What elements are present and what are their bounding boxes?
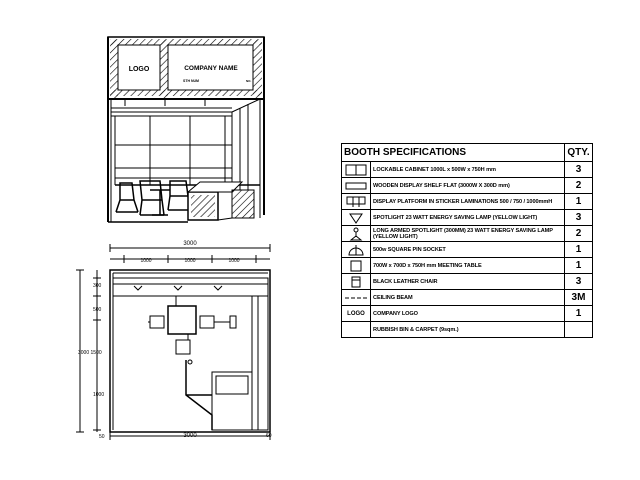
qty-header: QTY. bbox=[565, 144, 593, 162]
row-qty: 2 bbox=[565, 178, 593, 194]
counter-side bbox=[232, 190, 254, 218]
table-row bbox=[342, 210, 593, 226]
cabinet-icon bbox=[345, 164, 367, 176]
hatch-panel-left bbox=[110, 40, 118, 98]
booth-specifications-table bbox=[341, 143, 593, 338]
row-desc: LOCKABLE CABINET 1000L x 500W x 750H mm bbox=[371, 162, 565, 178]
table-row bbox=[342, 162, 593, 178]
table-row bbox=[342, 274, 593, 290]
left-dim-1: 300 bbox=[93, 283, 102, 289]
long-arm-spotlight-icon bbox=[345, 227, 367, 241]
row-desc: CEILING BEAM bbox=[371, 290, 565, 306]
chair-icon bbox=[345, 276, 367, 288]
logo-symbol-text: LOGO bbox=[342, 306, 371, 322]
chair-bottom bbox=[176, 340, 190, 354]
chair-left bbox=[150, 316, 164, 328]
row-qty: 3 bbox=[565, 210, 593, 226]
row-qty: 1 bbox=[565, 242, 593, 258]
bottom-left-dim: 50 bbox=[99, 434, 105, 440]
company-name-text: COMPANY NAME bbox=[184, 65, 238, 72]
row-desc: BLACK LEATHER CHAIR bbox=[371, 274, 565, 290]
row-qty: 2 bbox=[565, 226, 593, 242]
top-total-dim: 3000 bbox=[183, 241, 197, 247]
bottom-right-dim: 60 bbox=[266, 433, 272, 439]
table-header-row bbox=[342, 144, 593, 162]
row-qty: 1 bbox=[565, 194, 593, 210]
logo-panel-text: LOGO bbox=[128, 66, 150, 73]
top-dim-3: 1000 bbox=[228, 258, 240, 264]
row-qty: 3M bbox=[565, 290, 593, 306]
platform-icon bbox=[345, 196, 367, 208]
row-qty: 1 bbox=[565, 306, 593, 322]
table-row bbox=[342, 178, 593, 194]
row-qty: 3 bbox=[565, 274, 593, 290]
hatch-strip-bottom bbox=[110, 90, 262, 96]
socket-icon bbox=[345, 244, 367, 256]
bottom-total-dim: 3000 bbox=[183, 433, 197, 439]
table-row bbox=[342, 258, 593, 274]
table-row bbox=[342, 226, 593, 242]
shelf-icon bbox=[345, 180, 367, 192]
row-desc: RUBBISH BIN & CARPET (9sqm.) bbox=[371, 322, 565, 338]
table-row bbox=[342, 242, 593, 258]
empty-symbol-cell bbox=[342, 322, 371, 338]
table-row bbox=[342, 194, 593, 210]
top-dim-1: 1000 bbox=[140, 258, 152, 264]
corner-tag-text: NO. bbox=[246, 79, 252, 83]
floor-plan bbox=[76, 244, 270, 440]
specs-title: BOOTH SPECIFICATIONS bbox=[342, 144, 565, 162]
ceiling-beam-icon bbox=[344, 293, 368, 303]
hatch-panel-mid bbox=[160, 40, 168, 98]
row-desc: SPOTLIGHT 23 WATT ENERGY SAVING LAMP (YELLOW LIGHT) bbox=[371, 210, 565, 226]
hatch-strip-top bbox=[110, 39, 262, 45]
row-desc: 700W x 700D x 750H mm MEETING TABLE bbox=[371, 258, 565, 274]
row-qty: 1 bbox=[565, 258, 593, 274]
table-icon bbox=[345, 260, 367, 272]
stand-number-text: STH NUM bbox=[183, 79, 199, 83]
row-qty bbox=[565, 322, 593, 338]
table-row bbox=[342, 290, 593, 306]
row-desc: COMPANY LOGO bbox=[371, 306, 565, 322]
left-dim-3: 1000 bbox=[93, 392, 105, 398]
left-dim-2: 500 bbox=[93, 307, 102, 313]
row-desc: WOODEN DISPLAY SHELF FLAT (3000W X 300D mm) bbox=[371, 178, 565, 194]
row-desc: DISPLAY PLATFORM IN STICKER LAMINATIONS 500 / 750 / 1000mmH bbox=[371, 194, 565, 210]
row-qty: 3 bbox=[565, 162, 593, 178]
spotlight-icon bbox=[345, 212, 367, 224]
table-row bbox=[342, 322, 593, 338]
meeting-table bbox=[168, 306, 196, 334]
left-overall-dim: 3000 1500 bbox=[78, 350, 102, 356]
row-desc: 500w SQUARE PIN SOCKET bbox=[371, 242, 565, 258]
table-row bbox=[342, 306, 593, 322]
chair-right bbox=[200, 316, 214, 328]
top-dim-2: 1000 bbox=[184, 258, 196, 264]
hatch-panel-right bbox=[253, 40, 262, 98]
row-desc: LONG ARMED SPOTLIGHT (300MM) 23 WATT ENERGY SAVING LAMP (YELLOW LIGHT) bbox=[371, 226, 565, 242]
